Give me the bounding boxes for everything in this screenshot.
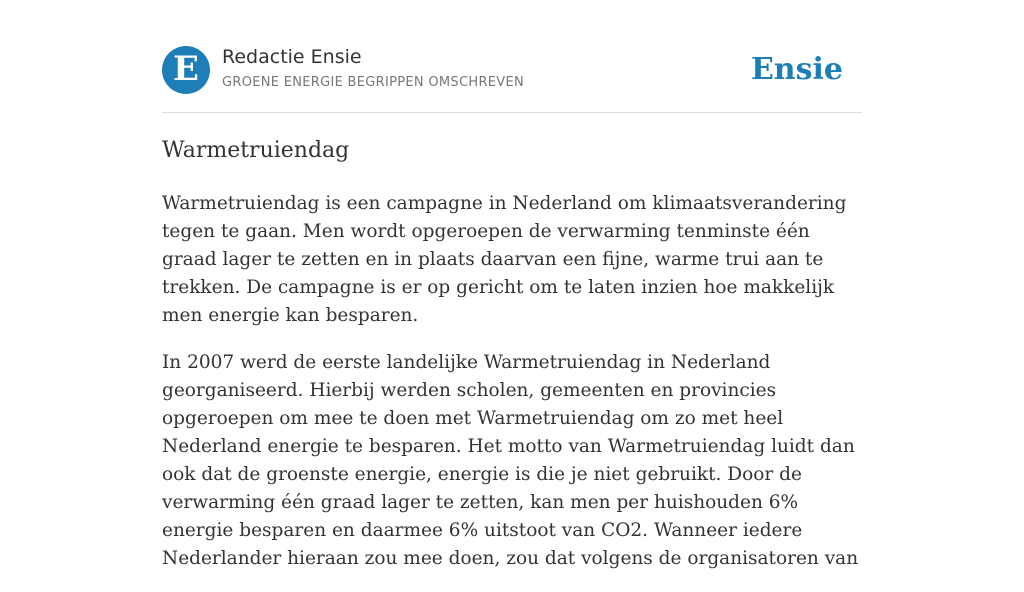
article-header	[162, 0, 862, 113]
brand-logo[interactable]: Ensie	[750, 52, 843, 87]
author-avatar[interactable]	[162, 46, 210, 94]
article-body	[162, 190, 862, 592]
page-title: Warmetruiendag	[162, 138, 350, 163]
avatar-letter: E	[173, 49, 199, 89]
content-container	[162, 0, 862, 569]
author-name[interactable]: Redactie Ensie	[222, 46, 362, 68]
paragraph-1: Warmetruiendag is een campagne in Nederland om klimaatsverandering tegen te gaan. Men wordt opgeroepen de verwarming tenminste één graad lager te zetten en in plaats daarvan een fijne, warme trui aan te trekken. De campagne is er op gericht om te laten inzien hoe makkelijk men energie kan besparen.	[162, 193, 847, 326]
collection-subtitle[interactable]: GROENE ENERGIE BEGRIPPEN OMSCHREVEN	[222, 75, 525, 90]
paragraph-2: In 2007 werd de eerste landelijke Warmetruiendag in Nederland georganiseerd. Hierbij werden scholen, gemeenten en provincies opgeroepen om mee te doen met Warmetruiendag om zo met heel Nederland energie te besparen. Het motto van Warmetruiendag luidt dan ook dat de groenste energie, energie is die je niet gebruikt. Door de verwarming één graad lager te zetten, kan men per huishouden 6% energie besparen en daarmee 6% uitstoot van CO2. Wanneer iedere Nederlander hieraan zou mee doen, zou dat volgens de organisatoren van	[162, 352, 859, 569]
